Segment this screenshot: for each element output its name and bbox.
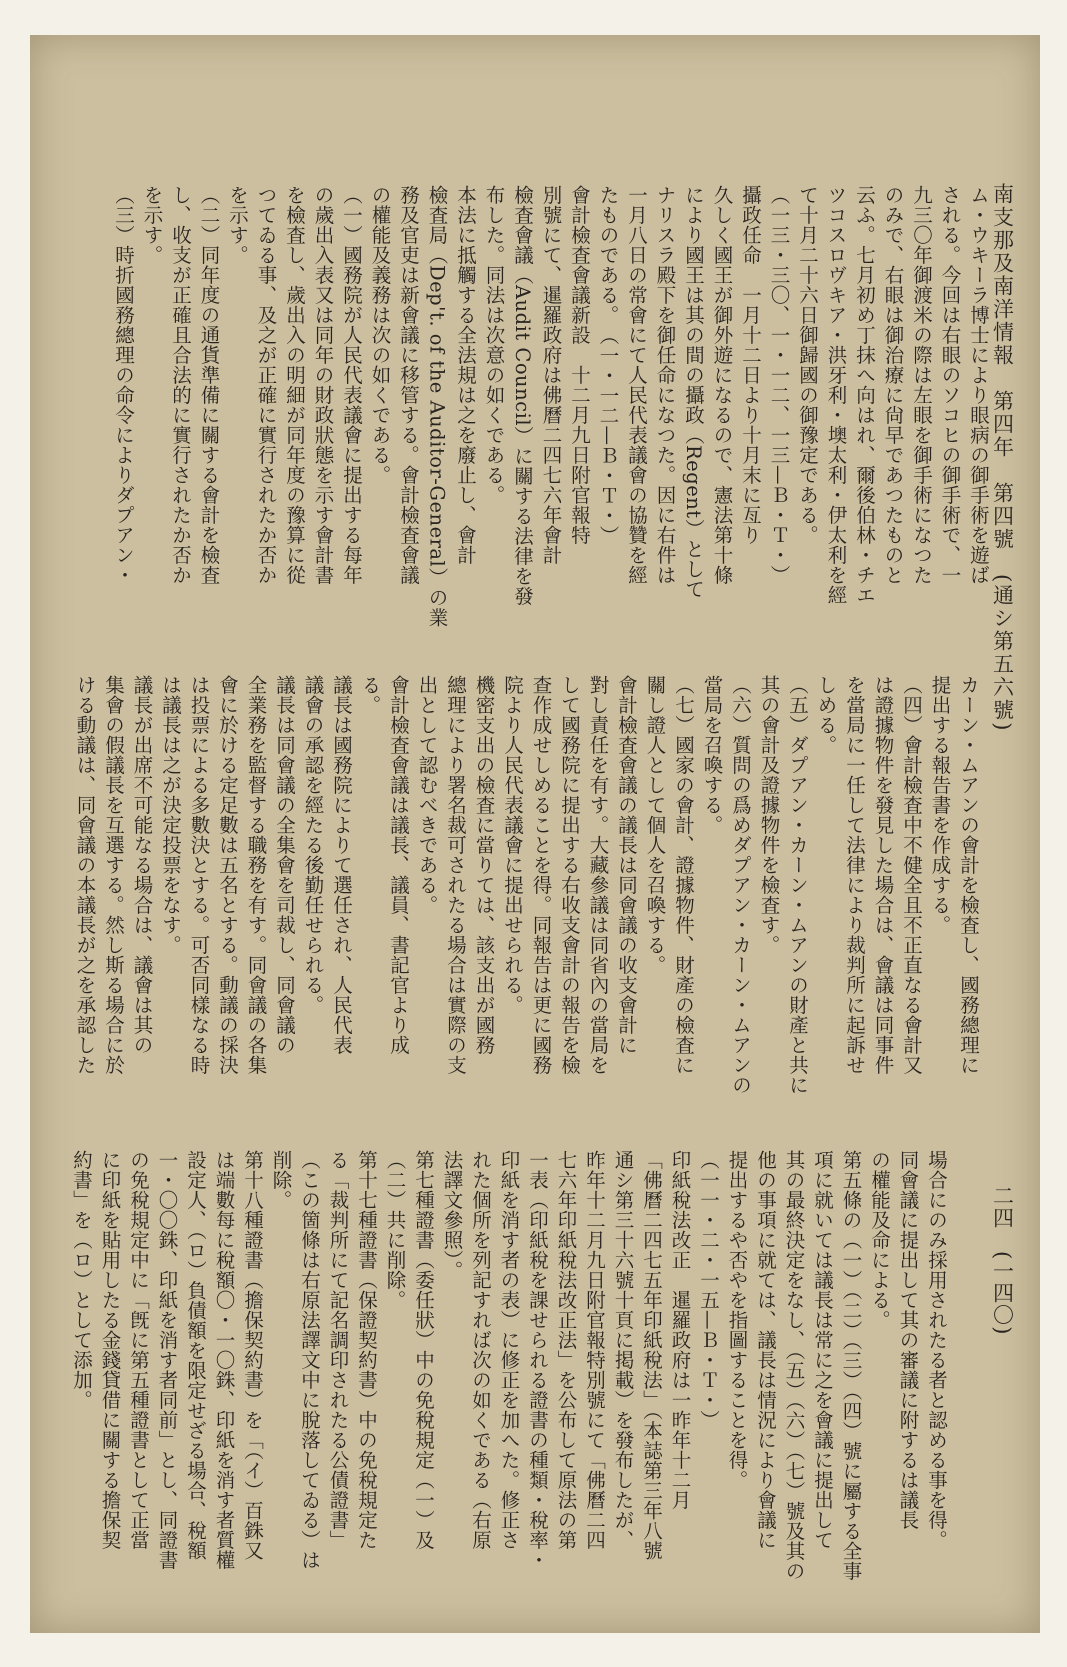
page-number: 二四 (一四〇) bbox=[990, 1185, 1015, 1336]
lower-text-block: 場合にのみ採用されたる者と認める事を得。 同會議に提出して其の審議に附するは議長 の權能及命による。 第五條の（一）（二）（三）（四）號に屬する全事 項に就いては議長は常に之を會議に提出して 其の最終決定をなし、（五）（六）（七）號及其の 他の事項に就ては、議長は情況により會議に 提出するや否やを指圖することを得。 （一一・二・一五—Ｂ・Ｔ・） 印紙稅法改正 暹羅政府は一昨年十二月 「佛曆二四七五年印紙稅法」（本誌第三年八號 通シ第三十六號十頁に掲載）を發布したが、 昨年十二月九日附官報特別號にて「佛曆二四 七六年印紙稅法改正法」を公布して原法の第 一表（印紙稅を課せられる證書の種類・稅率・ 印紙を消す者の表）に修正を加へた。修正さ れた個所を列記すれば次の如くである（右原 法譯文參照）。 第七種證書（委任狀）中の免稅規定（一）及 （二）共に削除。 第十七種證書（保證契約書）中の免稅規定た る「裁判所にて記名調印されたる公債證書」 （この箇條は右原法譯文中に脫落してゐる）は 削除。 第十八種證書（擔保契約書）を「（イ）百銖又 は端數每に稅額〇・一〇銖、印紙を消す者質權 設定人、（ロ）負債額を限定せざる場合、稅額 一・〇〇銖、印紙を消す者同前」とし、同證書 の免稅規定中に「旣に第五種證書として正當 に印紙を貼用したる金錢貸借に關する擔保契 約書」を（ロ）として添加。 bbox=[70, 1150, 948, 1581]
journal-header: 南支那及南洋情報 第四年 第四號 (通シ第五六號) bbox=[990, 183, 1015, 733]
middle-text-block: カーン・ムアンの會計を檢査し、國務總理に 提出する報告書を作成する。 （四）會計檢査中不健全且不正直なる會計又 は證據物件を發見した場合は、會議は同事件 を當局に一任して法律により裁判所に起訴せ しめる。 （五）ダプアン・カーン・ムアンの財產と共に 其の會計及證據物件を檢査す。 （六）質問の爲めダプアン・カーン・ムアンの 當局を召喚する。 （七）國家の會計、證據物件、財產の檢査に 關し證人として個人を召喚する。 會計檢査會議の議長は同會議の收支會計に 對し責任を有す。大藏參議は同省內の當局を して國務院に提出する右收支會計の報告を檢 查作成せしめることを得。同報告は更に國務 院より人民代表議會に提出せられる。 機密支出の檢査に當りては、該支出が國務 總理により署名裁可されたる場合は實際の支 出として認むべきである。 會計檢査會議は議長、議員、書記官より成 る。 議長は國務院によりて選任され、人民代表 議會の承認を經たる後勤任せられる。 議長は同會議の全集會を司裁し、同會議の 全業務を監督する職務を有す。同會議の各集 會に於ける定足數は五名とする。動議の採決 は投票による多數決とする。可否同樣なる時 は議長は之が決定投票をなす。 議長が出席不可能なる場合は、議會は其の 集會の假議長を互選する。然し斯る場合に於 ける動議は、同會議の本議長が之を承認した bbox=[73, 675, 980, 1095]
upper-text-block: ム・ウキーラ博士により眼病の御手術を遊ば される。今回は右眼のソコヒの御手術で、一 九三〇年御渡米の際は左眼を御手術になつた のみで、右眼は御治療に尙早であつたものと 云ふ。七月初め丁抹へ向はれ、爾後伯林・チエ ツコスロヴキア・洪牙利・墺太利・伊太利を經 て十月二十六日御歸國の御豫定である。 （一三・三〇、一・一二、一三—Ｂ・Ｔ・） 攝政任命 一月十二日より十月末に亙り 久しく國王が御外遊になるので、憲法第十條 により國王は其の間の攝政（Regent）として ナリスラ殿下を御任命になつた。因に右件は 一月八日の常會にて人民代表議會の協贊を經 たものである。 （一・一二—Ｂ・Ｔ・） 會計檢査會議新設 十二月九日附官報特 別號にて、暹羅政府は佛曆二四七六年會計 檢査會議（Audit Council）に關する法律を發 布した。同法は次意の如くである。 本法に抵觸する全法規は之を廢止し、會計 檢査局（Dep't. of the Auditor-General）の業 務及官吏は新會議に移管する。會計檢査會議 の權能及義務は次の如くである。 （一）國務院が人民代表議會に提出する每年 の歲出入表又は同年の財政狀態を示す會計書 を檢査し、歲出入の明細が同年度の豫算に從 つてゐる事、及之が正確に實行されたか否か を示す。 （二）同年度の通貨準備に關する會計を檢査 し、收支が正確且合法的に實行されたか否か を示す。 （三）時折國務總理の命令によりダプアン・ bbox=[112, 185, 990, 628]
scanned-page bbox=[30, 35, 1040, 1633]
